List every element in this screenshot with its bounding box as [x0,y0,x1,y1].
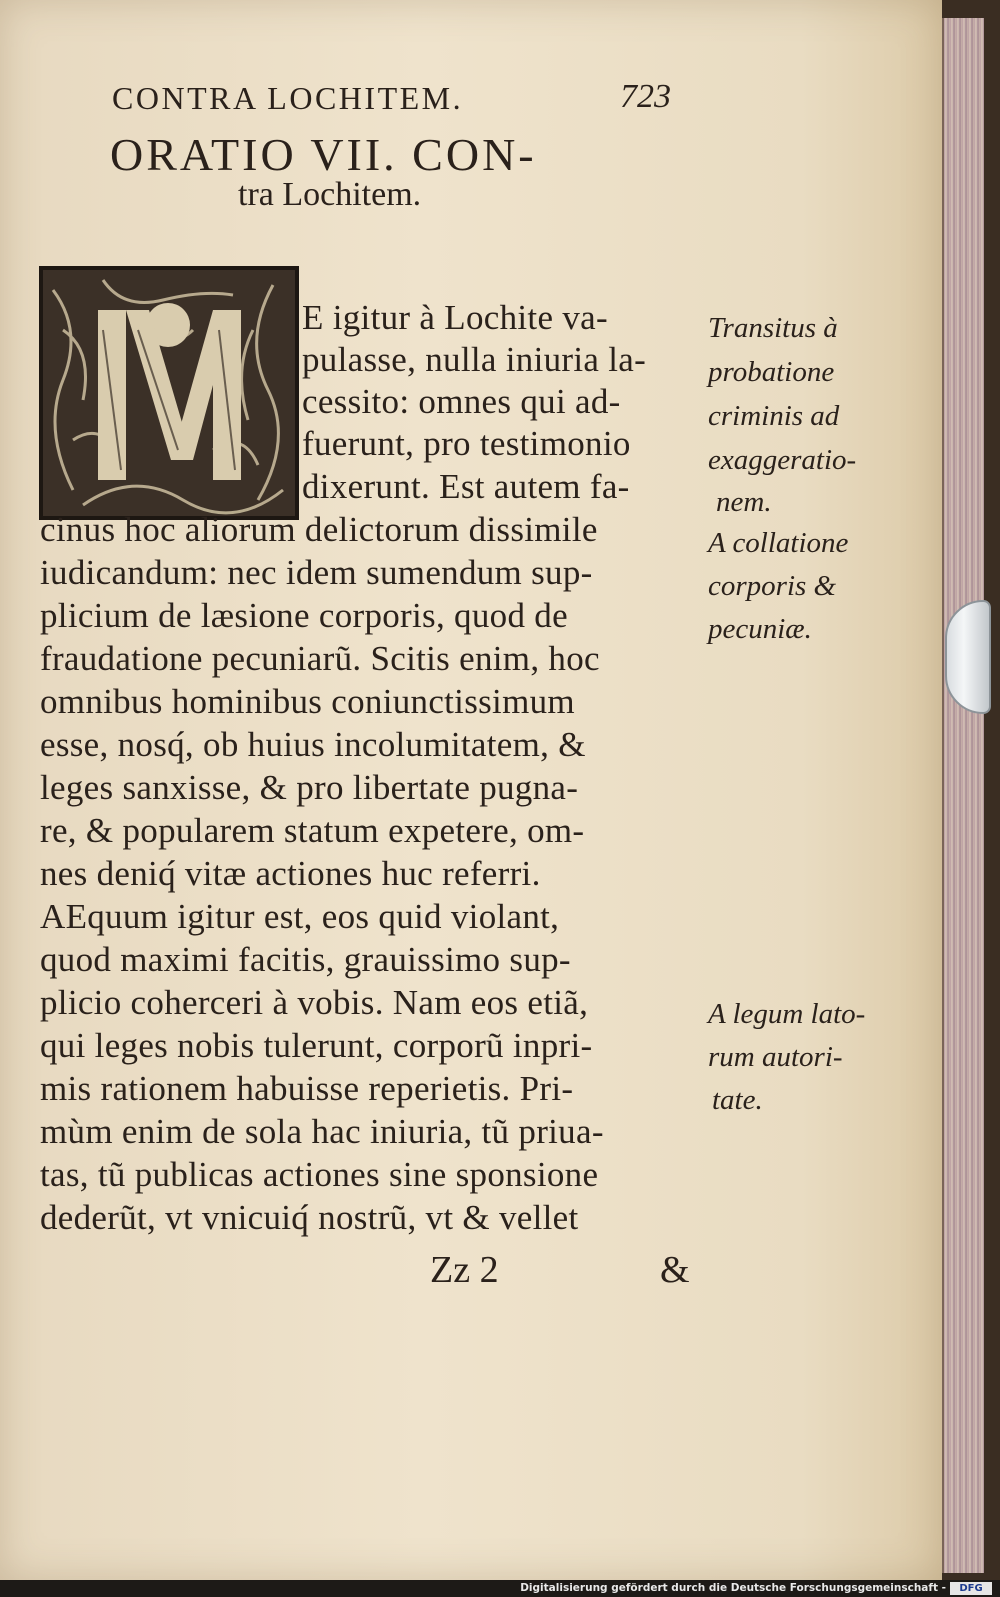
signature-mark: Zz 2 [430,1249,499,1291]
body-line: cinus hoc aliorum delictorum dissimile [40,510,598,549]
marginal-note: A legum lato- [708,998,866,1030]
marginal-note: pecuniæ. [708,613,812,645]
body-line: plicium de læsione corporis, quod de [40,596,568,635]
oration-title-line-2: tra Lochitem. [238,176,422,213]
body-line: dederũt, vt vnicuiq́ nostrũ, vt & vellet [40,1198,579,1237]
body-line: mis rationem habuisse reperietis. Pri- [40,1069,574,1108]
body-line: pulasse, nulla iniuria la- [302,340,647,379]
marginal-note: criminis ad [708,400,840,432]
body-line: fuerunt, pro testimonio [302,424,631,463]
running-head: CONTRA LOCHITEM. [112,80,464,116]
marginal-note: nem. [716,486,772,518]
decorated-initial [39,266,299,520]
marginal-note: probatione [708,356,835,388]
body-line: plicio coherceri à vobis. Nam eos etiã, [40,983,589,1022]
marginal-note: corporis & [708,570,837,602]
marginal-note: A collatione [708,527,849,559]
marginal-note: Transitus à [708,312,838,344]
catchword: & [660,1249,690,1291]
body-line: cessito: omnes qui ad- [302,382,621,421]
body-line: re, & popularem statum expetere, om- [40,811,585,850]
woodcut-pattern [43,270,295,516]
body-line: E igitur à Lochite va- [302,298,608,337]
body-line: AEquum igitur est, eos quid violant, [40,897,560,936]
body-line: esse, nosq́, ob huius incolumitatem, & [40,725,586,764]
page-clip [945,600,991,714]
page-number: 723 [620,78,671,115]
body-line: iudicandum: nec idem sumendum sup- [40,553,593,592]
body-line: dixerunt. Est autem fa- [302,467,630,506]
marginal-note: exaggeratio- [708,444,857,476]
page-edges [942,18,984,1573]
body-line: tas, tũ publicas actiones sine sponsione [40,1155,599,1194]
dfg-logo: DFG [950,1582,992,1595]
body-line: qui leges nobis tulerunt, corporũ inpri- [40,1026,593,1065]
body-line: leges sanxisse, & pro libertate pugna- [40,768,579,807]
body-line: mùm enim de sola hac iniuria, tũ priua- [40,1112,604,1151]
marginal-note: tate. [712,1084,763,1116]
body-line: nes deniq́ vitæ actiones huc referri. [40,854,541,893]
body-line: omnibus hominibus coniunctissimum [40,682,575,721]
footer-credit: Digitalisierung gefördert durch die Deutsche Forschungsgemeinschaft - [520,1582,946,1594]
body-line: fraudatione pecuniarũ. Scitis enim, hoc [40,639,600,678]
marginal-note: rum autori- [708,1041,843,1073]
body-line: quod maximi facitis, grauissimo sup- [40,940,571,979]
oration-title-line-1: ORATIO VII. CON- [110,129,537,180]
